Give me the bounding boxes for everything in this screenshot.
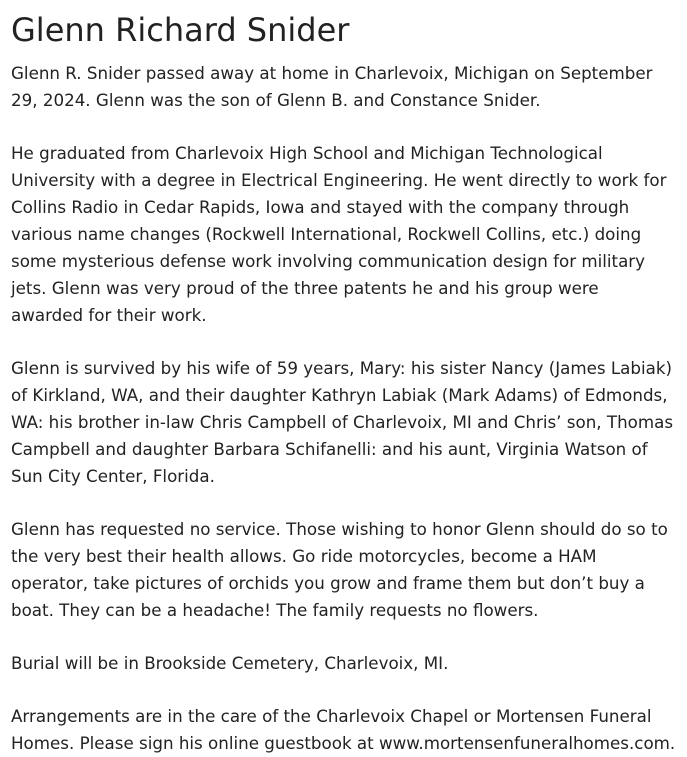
paragraph-arrangements: Arrangements are in the care of the Charlevoix Chapel or Mortensen Funeral Homes. Please sign his online guestbook at www.mortensenfuneralhomes.com.: [11, 706, 676, 754]
paragraph-survivors: Glenn is survived by his wife of 59 years, Mary: his sister Nancy (James Labiak) of Kirkland, WA, and their daughter Kathryn Labiak (Mark Adams) of Edmonds, WA: his brother in-law Chris Campbell of Charlevoix, MI and Chris’ son, Thomas Campbell and daughter Barbara Schifanelli: and his aunt, Virginia Watson of Sun City Center, Florida.: [11, 358, 674, 487]
paragraph-death-notice: Glenn R. Snider passed away at home in Charlevoix, Michigan on September 29, 2024. Glenn was the son of Glenn B. and Constance Snider.: [11, 63, 653, 111]
paragraph-burial: Burial will be in Brookside Cemetery, Charlevoix, MI.: [11, 653, 449, 674]
paragraph-service-wishes: Glenn has requested no service. Those wishing to honor Glenn should do so to the very best their health allows. Go ride motorcycles, become a HAM operator, take pictures of orchids you grow and frame them but don’t buy a boat. They can be a headache! The family requests no flowers.: [11, 519, 668, 621]
paragraph-education-career: He graduated from Charlevoix High School and Michigan Technological University with a degree in Electrical Engineering. He went directly to work for Collins Radio in Cedar Rapids, Iowa and stayed with the company through various name changes (Rockwell International, Rockwell Collins, etc.) doing some mysterious defense work involving communication design for military jets. Glenn was very proud of the three patents he and his group were awarded for their work.: [11, 143, 667, 326]
page-title: Glenn Richard Snider: [11, 11, 350, 49]
